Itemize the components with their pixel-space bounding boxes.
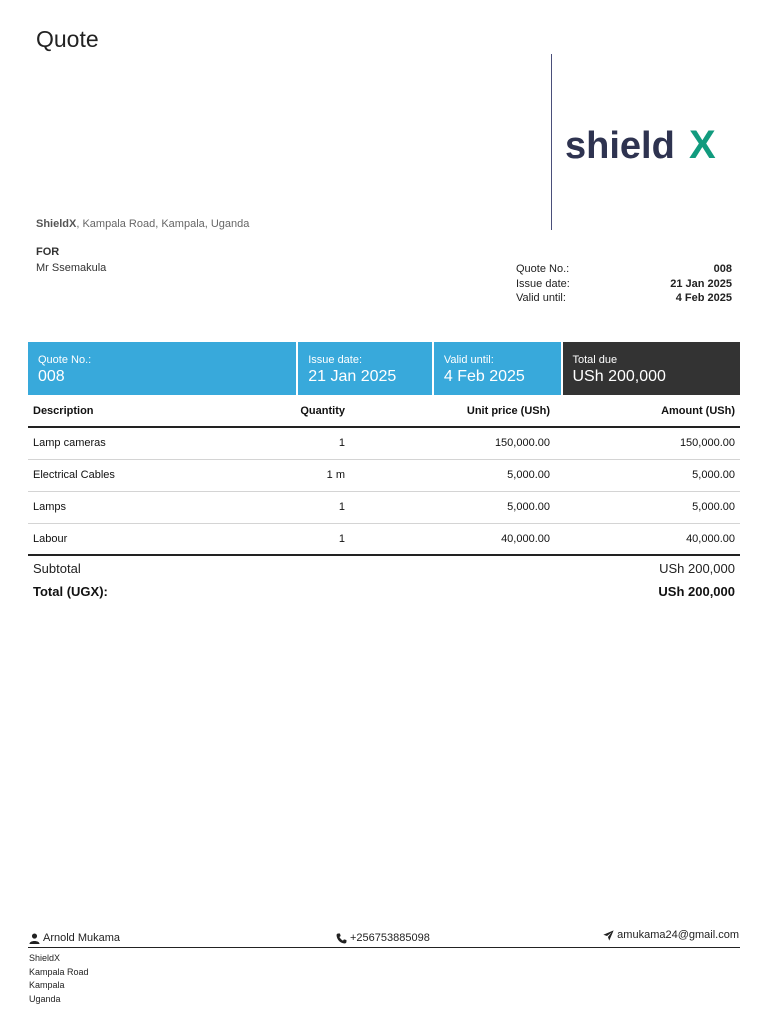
band-value: USh 200,000 <box>572 368 666 385</box>
header-unit-price: Unit price (USh) <box>350 395 555 427</box>
cell-unit-price: 40,000.00 <box>350 523 555 555</box>
cell-unit-price: 150,000.00 <box>350 427 555 459</box>
meta-row-quote-no <box>516 262 732 277</box>
band-value: 008 <box>38 368 65 385</box>
cell-quantity: 1 <box>268 523 350 555</box>
send-icon <box>603 930 614 941</box>
phone-icon <box>336 933 347 944</box>
total-value: USh 200,000 <box>658 584 735 599</box>
company-address-text: , Kampala Road, Kampala, Uganda <box>76 218 250 230</box>
header-amount: Amount (USh) <box>555 395 740 427</box>
cell-quantity: 1 m <box>268 459 350 491</box>
meta-label: Quote No.: <box>516 263 570 275</box>
band-label: Valid until: <box>443 354 494 366</box>
band-value: 21 Jan 2025 <box>308 368 397 385</box>
subtotal-label: Subtotal <box>33 561 81 576</box>
header-description: Description <box>28 395 268 427</box>
line-items-table <box>28 395 740 556</box>
band-label: Total due <box>572 354 618 366</box>
cell-description: Electrical Cables <box>28 459 268 491</box>
client-label: FOR <box>36 246 60 258</box>
cell-amount: 40,000.00 <box>555 523 740 555</box>
client-name: Mr Ssemakula <box>36 262 107 274</box>
table-row <box>28 523 740 555</box>
meta-label: Issue date: <box>516 277 570 290</box>
header-divider <box>551 54 552 230</box>
document-title: Quote <box>36 26 99 52</box>
table-row <box>28 491 740 523</box>
footer-contact-phone <box>336 932 430 944</box>
cell-quantity: 1 <box>268 427 350 459</box>
footer-email-text: amukama24@gmail.com <box>617 929 739 941</box>
band-issue-date <box>298 342 432 395</box>
meta-label: Valid until: <box>516 292 566 304</box>
logo-text: shield <box>565 125 675 166</box>
footer-phone-text: +256753885098 <box>350 932 430 944</box>
band-value: 4 Feb 2025 <box>443 368 525 385</box>
shieldx-logo <box>565 122 730 166</box>
summary-bands <box>28 342 740 395</box>
meta-value: 4 Feb 2025 <box>675 292 732 304</box>
footer-name-text: Arnold Mukama <box>43 932 121 944</box>
band-total-due <box>563 342 741 395</box>
subtotal-value: USh 200,000 <box>659 561 735 576</box>
logo-mark: X <box>689 123 716 166</box>
footer-divider <box>28 947 740 948</box>
quote-meta <box>516 262 732 306</box>
band-label: Quote No.: <box>38 354 92 366</box>
footer-contact-email <box>603 929 739 941</box>
footer-address-line: ShieldX <box>29 953 61 963</box>
subtotal-row <box>33 561 735 576</box>
meta-row-issue-date <box>516 277 732 292</box>
table-header-row <box>28 395 740 427</box>
band-valid-until <box>434 342 561 395</box>
cell-amount: 150,000.00 <box>555 427 740 459</box>
footer-address-line: Kampala Road <box>29 966 89 977</box>
table-row <box>28 459 740 491</box>
cell-amount: 5,000.00 <box>555 491 740 523</box>
footer-address <box>29 952 89 1006</box>
meta-value: 008 <box>713 263 732 275</box>
meta-value: 21 Jan 2025 <box>670 277 732 290</box>
header-quantity: Quantity <box>268 395 350 427</box>
company-name: ShieldX <box>36 218 77 230</box>
footer-address-line: Uganda <box>29 993 61 1004</box>
table-row <box>28 427 740 459</box>
cell-description: Lamp cameras <box>28 427 268 459</box>
company-address <box>36 218 249 230</box>
meta-row-valid-until <box>516 291 732 306</box>
cell-unit-price: 5,000.00 <box>350 491 555 523</box>
cell-quantity: 1 <box>268 491 350 523</box>
cell-description: Lamps <box>28 491 268 523</box>
total-label: Total (UGX): <box>33 584 108 599</box>
total-row <box>33 584 735 599</box>
cell-unit-price: 5,000.00 <box>350 459 555 491</box>
user-icon <box>29 933 40 944</box>
band-quote-no <box>28 342 296 395</box>
band-label: Issue date: <box>308 354 363 366</box>
footer-contact-name <box>29 932 120 944</box>
cell-amount: 5,000.00 <box>555 459 740 491</box>
cell-description: Labour <box>28 523 268 555</box>
footer-address-line: Kampala <box>29 980 65 990</box>
